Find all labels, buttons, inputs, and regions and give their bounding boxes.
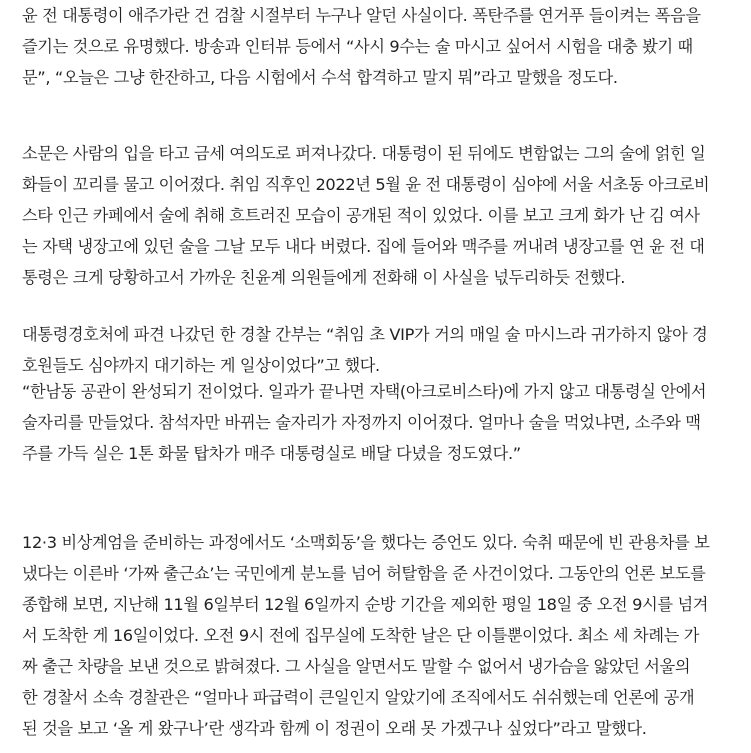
paragraph-3: [22, 319, 707, 381]
paragraph-5: [22, 527, 709, 744]
paragraph-2: [22, 138, 709, 293]
paragraph-1: [22, 0, 701, 93]
text-line: “한남동 공관이 완성되기 전이었다. 일과가 끝나면 자택(아크로비스타)에 가지 않고 대통령실 안에서: [22, 382, 707, 401]
text-line: 는 자택 냉장고에 있던 술을 그날 모두 내다 버렸다. 집에 들어와 맥주를 꺼내려 냉장고를 연 윤 전 대: [22, 237, 705, 256]
text-line: 서 도착한 게 16일이었다. 오전 9시 전에 집무실에 도착한 날은 단 이틀뿐이었다. 최소 세 차례는 가: [22, 626, 699, 645]
text-line: 화들이 꼬리를 물고 이어졌다. 취임 직후인 2022년 5월 윤 전 대통령이 심야에 서울 서초동 아크로비: [22, 175, 710, 194]
text-line: 호원들도 심야까지 대기하는 게 일상이었다”고 했다.: [22, 356, 380, 375]
text-line: 주를 가득 실은 1톤 화물 탑차가 매주 대통령실로 배달 다녔을 정도였다.”: [22, 444, 521, 463]
text-line: 소문은 사람의 입을 타고 금세 여의도로 퍼져나갔다. 대통령이 된 뒤에도 변함없는 그의 술에 얽힌 일: [22, 144, 706, 163]
text-line: 통령은 크게 당황하고서 가까운 친윤계 의원들에게 전화해 이 사실을 넋두리하듯 전했다.: [22, 268, 626, 287]
text-line: 종합해 보면, 지난해 11월 6일부터 12월 6일까지 순방 기간을 제외한 평일 18일 중 오전 9시를 넘겨: [22, 595, 709, 614]
paragraph-4-quote: [22, 376, 706, 469]
text-line: 짜 출근 차량을 보낸 것으로 밝혀졌다. 그 사실을 알면서도 말할 수 없어서 냉가슴을 앓았던 서울의: [22, 657, 691, 676]
text-line: 스타 인근 카페에서 술에 취해 흐트러진 모습이 공개된 적이 있었다. 이를 보고 크게 화가 난 김 여사: [22, 206, 700, 225]
text-line: 대통령경호처에 파견 나갔던 한 경찰 간부는 “취임 초 VIP가 거의 매일 술 마시느라 귀가하지 않아 경: [22, 325, 708, 344]
text-line: 문”, “오늘은 그냥 한잔하고, 다음 시험에서 수석 합격하고 말지 뭐”라고 말했을 정도다.: [22, 68, 618, 87]
text-line: 윤 전 대통령이 애주가란 건 검찰 시절부터 누구나 알던 사실이다. 폭탄주를 연거푸 들이켜는 폭음을: [22, 6, 701, 25]
text-line: 즐기는 것으로 유명했다. 방송과 인터뷰 등에서 “사시 9수는 술 마시고 싶어서 시험을 대충 봤기 때: [22, 37, 693, 56]
text-line: 냈다는 이른바 ‘가짜 출근쇼’는 국민에게 분노를 넘어 허탈함을 준 사건이었다. 그동안의 언론 보도를: [22, 564, 706, 583]
text-line: 된 것을 보고 ‘올 게 왔구나’란 생각과 함께 이 정권이 오래 못 가겠구나 싶었다”라고 말했다.: [22, 719, 647, 738]
text-line: 한 경찰서 소속 경찰관은 “얼마나 파급력이 큰일인지 알았기에 조직에서도 쉬쉬했는데 언론에 공개: [22, 688, 695, 707]
text-line: 술자리를 만들었다. 참석자만 바뀌는 술자리가 자정까지 이어졌다. 얼마나 술을 먹었냐면, 소주와 맥: [22, 413, 701, 432]
text-line: 12·3 비상계엄을 준비하는 과정에서도 ‘소맥회동’을 했다는 증언도 있다. 숙취 때문에 빈 관용차를 보: [22, 533, 710, 552]
